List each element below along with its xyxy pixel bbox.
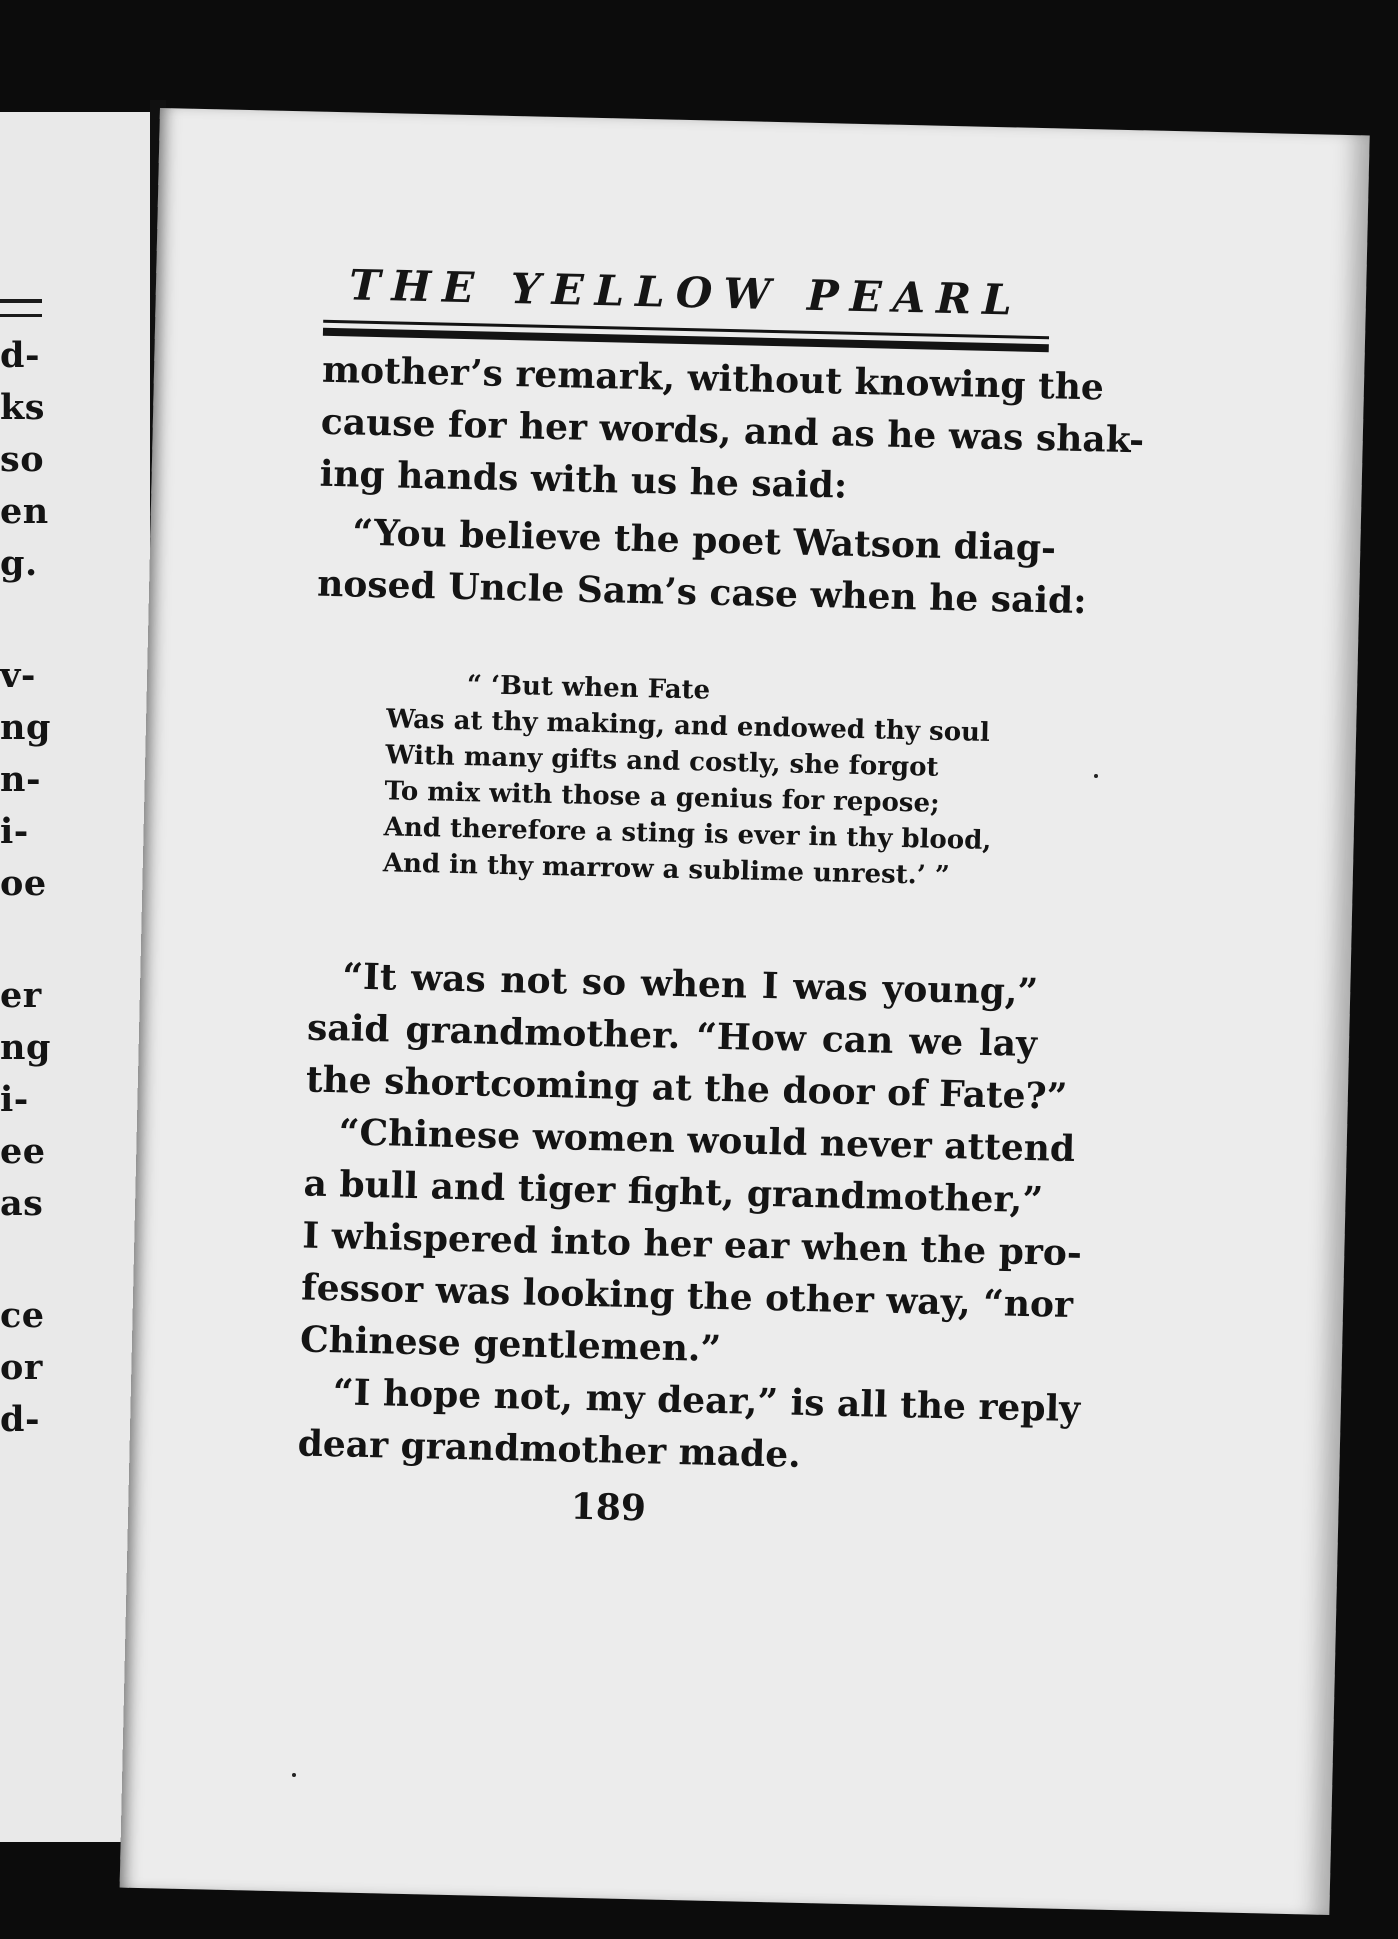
left-line-fragment: v- xyxy=(0,655,36,696)
scan-speck xyxy=(1094,774,1098,778)
left-line-fragment: er xyxy=(0,975,42,1016)
text-line: “I hope not, my dear,” is all the reply xyxy=(332,1371,1081,1431)
paragraph-continuation xyxy=(319,344,1145,517)
paragraph-reply xyxy=(297,1365,1081,1486)
paragraph-chinese-women xyxy=(299,1106,1083,1382)
text-line: nosed Uncle Sam’s case when he said: xyxy=(316,562,1088,623)
left-line-fragment: g. xyxy=(0,543,38,584)
text-line: “You believe the poet Watson diag- xyxy=(351,511,1057,570)
running-head: THE YELLOW PEARL xyxy=(348,260,1024,325)
left-line-fragment: or xyxy=(0,1347,43,1388)
text-line: a bull and tiger fight, grandmother,” xyxy=(303,1162,1044,1222)
left-page-header-rule xyxy=(0,299,42,317)
left-line-fragment: ng xyxy=(0,707,51,748)
text-line: dear grandmother made. xyxy=(297,1422,802,1476)
verse-line: And in thy marrow a sublime unrest.’ ” xyxy=(382,848,951,892)
left-line-fragment: ce xyxy=(0,1295,45,1336)
verse-quotation xyxy=(382,665,992,893)
left-line-fragment: so xyxy=(0,439,45,480)
verse-line: And therefore a sting is ever in thy blood, xyxy=(383,812,992,857)
verse-line: Was at thy making, and endowed thy soul xyxy=(385,704,991,748)
left-line-fragment: ng xyxy=(0,1027,51,1068)
text-line: “Chinese women would never attend xyxy=(338,1111,1076,1171)
left-line-fragment: oe xyxy=(0,863,47,904)
left-line-fragment: en xyxy=(0,491,49,532)
text-line: Chinese gentlemen.” xyxy=(299,1318,722,1371)
verse-line: With many gifts and costly, she forgot xyxy=(385,740,939,783)
text-line: “It was not so when I was young,” xyxy=(341,955,1039,1014)
text-line: cause for her words, and as he was shak- xyxy=(320,400,1145,462)
verse-line: “ ‘But when Fate xyxy=(466,670,711,706)
left-line-fragment: n- xyxy=(0,759,41,800)
verse-line: To mix with those a genius for repose; xyxy=(384,776,940,819)
left-line-fragment: i- xyxy=(0,811,29,852)
left-line-fragment: i- xyxy=(0,1079,29,1120)
page-number: 189 xyxy=(570,1485,647,1530)
scan-speck xyxy=(292,1773,296,1777)
text-line: the shortcoming at the door of Fate?” xyxy=(305,1058,1068,1118)
paragraph-grandmother xyxy=(305,950,1068,1123)
text-line: ing hands with us he said: xyxy=(319,452,848,507)
left-line-fragment: ee xyxy=(0,1131,46,1172)
text-line: mother’s remark, without knowing the xyxy=(321,348,1105,409)
left-line-fragment: as xyxy=(0,1183,44,1224)
left-line-fragment: d- xyxy=(0,335,40,376)
text-line: I whispered into her ear when the pro- xyxy=(301,1214,1083,1275)
right-page xyxy=(120,108,1370,1915)
left-line-fragment: ks xyxy=(0,387,45,428)
text-line: fessor was looking the other way, “nor xyxy=(300,1266,1074,1327)
text-line: said grandmother. “How can we lay xyxy=(306,1006,1038,1066)
left-line-fragment: d- xyxy=(0,1399,40,1440)
paragraph-watson xyxy=(316,506,1088,627)
